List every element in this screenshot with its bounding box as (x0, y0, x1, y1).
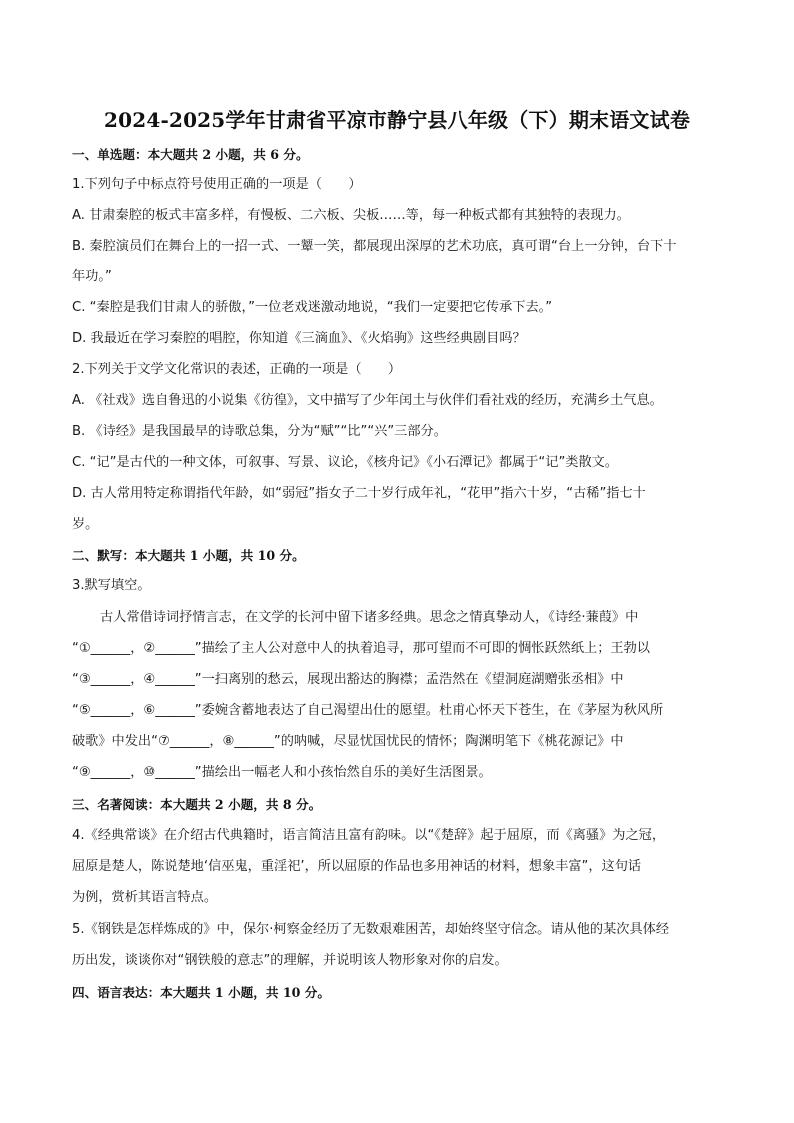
section-heading-single-choice: 一、单选题：本大题共 2 小题，共 6 分。 (72, 147, 309, 162)
question-4-stem-cont-2: 为例，赏析其语言特点。 (72, 890, 218, 905)
section-heading-language-expression: 四、语言表达：本大题共 1 小题，共 10 分。 (72, 985, 330, 1000)
question-1-stem: 1.下列句子中标点符号使用正确的一项是（ ） (72, 177, 362, 192)
question-1-option-a: A. 甘肃秦腔的板式丰富多样，有慢板、二六板、尖板……等，每一种板式都有其独特的表现力。 (72, 208, 630, 223)
question-2-option-c: C. “记”是古代的一种文体，可叙事、写景、议论，《核舟记》《小石潭记》都属于“记”类散文。 (72, 455, 619, 470)
question-4-stem: 4.《经典常谈》在介绍古代典籍时，语言简洁且富有韵味。以“《楚辞》起于屈原，而《离骚》为之冠， (72, 828, 666, 843)
question-2-option-d-cont: 岁。 (72, 517, 99, 532)
question-1-option-b: B. 秦腔演员们在舞台上的一招一式、一颦一笑，都展现出深厚的艺术功底，真可谓“台上一分钟，台下十 (72, 239, 677, 254)
question-3-passage-line-5: 破歌》中发出“⑦______，⑧______”的呐喊，尽显忧国忧民的情怀；陶渊明笔下《桃花源记》中 (72, 734, 624, 749)
question-2-option-d: D. 古人常用特定称谓指代年龄，如“弱冠”指女子二十岁行成年礼，“花甲”指六十岁，“古稀”指七十 (72, 486, 646, 501)
question-3-stem: 3.默写填空。 (72, 578, 151, 593)
question-3-passage-line-2: “①______，②______”描绘了主人公对意中人的执着追寻，那可望而不可即的惆怅跃然纸上；王勃以 (72, 641, 650, 656)
section-heading-dictation: 二、默写：本大题共 1 小题，共 10 分。 (72, 548, 305, 563)
question-5-stem-cont: 历出发，谈谈你对“钢铁般的意志”的理解，并说明该人物形象对你的启发。 (72, 953, 508, 968)
question-2-option-a: A. 《社戏》选自鲁迅的小说集《彷徨》，文中描写了少年闰土与伙伴们看社戏的经历，充满乡土气息。 (72, 393, 663, 408)
exam-title: 2024-2025学年甘肃省平凉市静宁县八年级（下）期末语文试卷 (103, 108, 691, 132)
question-1-option-c: C. “秦腔是我们甘肃人的骄傲，”一位老戏迷激动地说，“我们一定要把它传承下去。” (72, 300, 553, 315)
question-3-passage-line-1: 古人常借诗词抒情言志，在文学的长河中留下诸多经典。思念之情真挚动人，《诗经·蒹葭》中 (100, 610, 639, 625)
question-2-stem: 2.下列关于文学文化常识的表述，正确的一项是（ ） (72, 362, 402, 377)
question-3-passage-line-6: “⑨______，⑩______”描绘出一幅老人和小孩怡然自乐的美好生活图景。 (72, 765, 492, 780)
question-4-stem-cont-1: 屈原是楚人，陈说楚地‘信巫鬼，重淫祀’，所以屈原的作品也多用神话的材料，想象丰富”，这句话 (72, 859, 642, 874)
question-3-passage-line-3: “③______，④______”一扫离别的愁云，展现出豁达的胸襟；孟浩然在《望洞庭湖赠张丞相》中 (72, 672, 624, 687)
question-2-option-b: B. 《诗经》是我国最早的诗歌总集，分为“赋”“比”“兴”三部分。 (72, 424, 447, 439)
section-heading-classic-reading: 三、名著阅读：本大题共 2 小题，共 8 分。 (72, 797, 322, 812)
question-5-stem: 5.《钢铁是怎样炼成的》中，保尔·柯察金经历了无数艰难困苦，却始终坚守信念。请从他的某次具体经 (72, 922, 670, 937)
question-3-passage-line-4: “⑤______，⑥______”委婉含蓄地表达了自己渴望出仕的愿望。杜甫心怀天下苍生，在《茅屋为秋风所 (72, 703, 664, 718)
question-1-option-b-cont: 年功。” (72, 269, 112, 284)
question-1-option-d: D. 我最近在学习秦腔的唱腔，你知道《三滴血》、《火焰驹》这些经典剧目吗？ (72, 331, 526, 346)
